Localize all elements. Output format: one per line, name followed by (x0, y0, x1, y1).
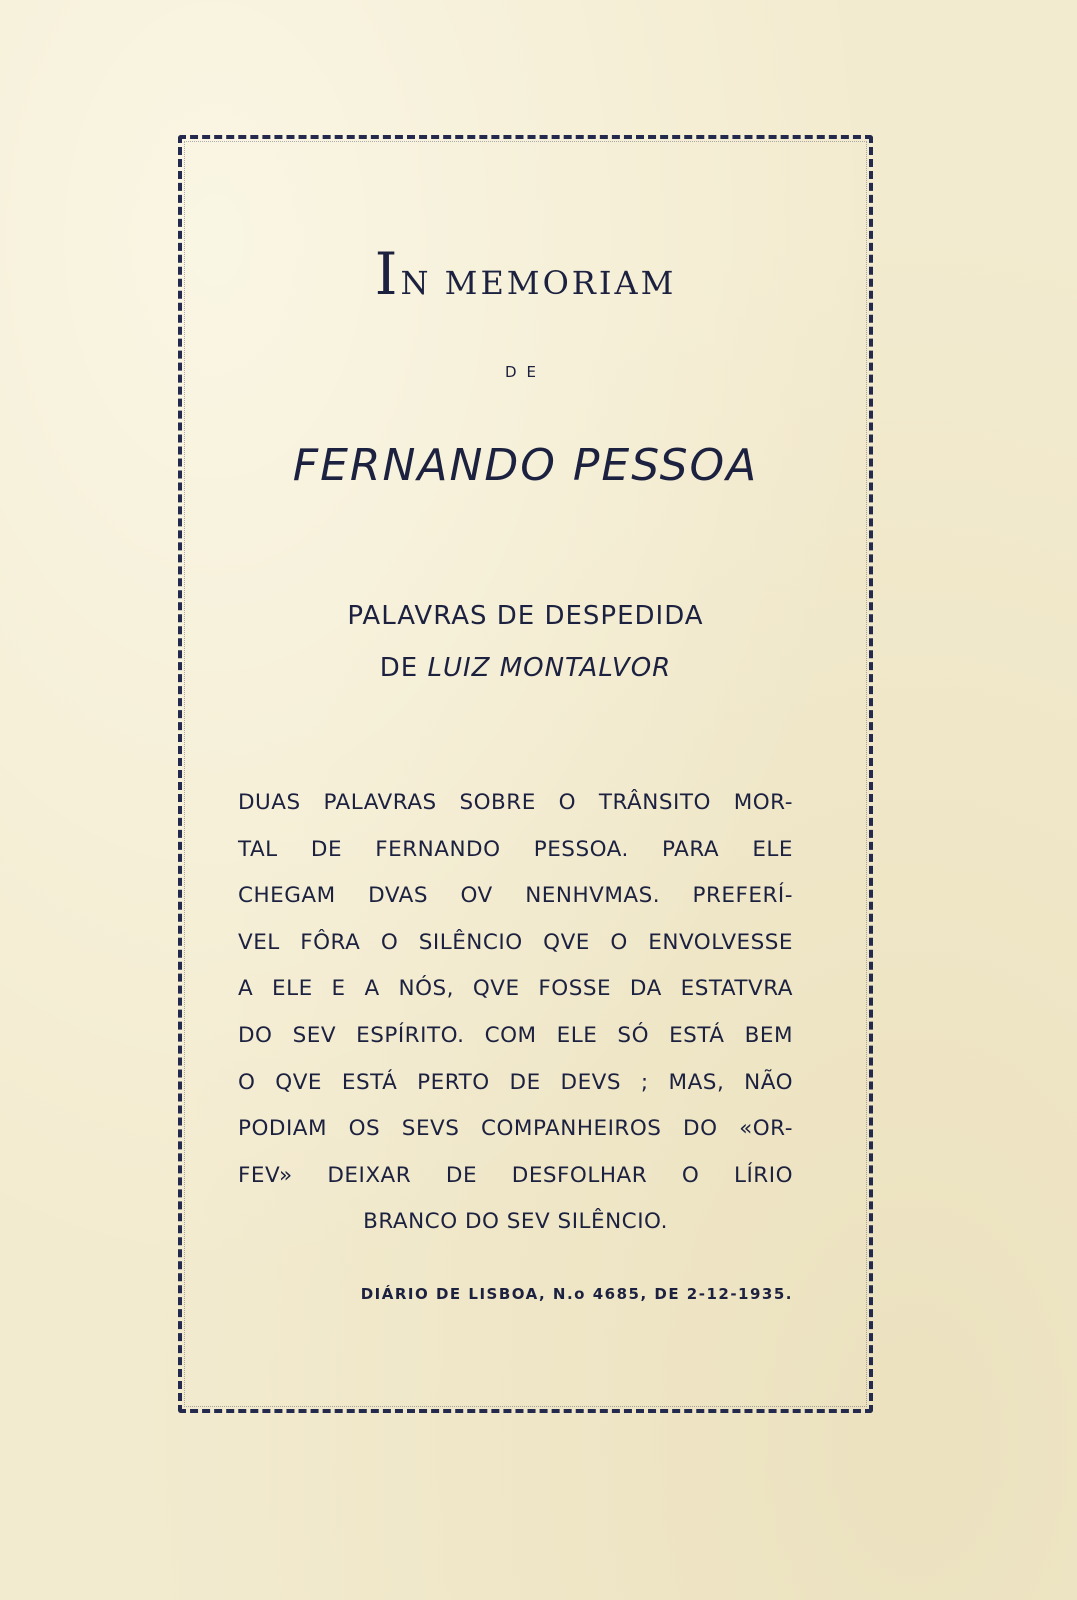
body-line: VEL FÔRA O SILÊNCIO QVE O ENVOLVESSE (238, 929, 793, 955)
body-line: PODIAM OS SEVS COMPANHEIROS DO «OR- (238, 1116, 793, 1142)
farewell-heading (178, 590, 873, 694)
body-line: BRANCO DO SEV SILÊNCIO. (363, 1209, 668, 1235)
title-rest: N MEMORIAM (400, 264, 677, 302)
farewell-prefix: DE (379, 653, 428, 683)
title-initial: I (374, 240, 401, 308)
memorial-card (178, 135, 873, 1413)
body-line: A ELE E A NÓS, QVE FOSSE DA ESTATVRA (238, 976, 793, 1002)
body-line: CHEGAM DVAS OV NENHVMAS. PREFERÍ- (238, 883, 793, 909)
page-title (178, 240, 873, 308)
body-line: DUAS PALAVRAS SOBRE O TRÂNSITO MOR- (238, 790, 793, 815)
body-line: TAL DE FERNANDO PESSOA. PARA ELE (238, 836, 793, 862)
subject-name: FERNANDO PESSOA (292, 440, 759, 491)
body-line: FEV» DEIXAR DE DESFOLHAR O LÍRIO (238, 1162, 793, 1188)
farewell-line-2 (178, 642, 873, 694)
de-label: DE (504, 363, 547, 381)
source-citation: DIÁRIO DE LISBOA, N.o 4685, DE 2-12-1935. (360, 1285, 793, 1303)
body-line: O QVE ESTÁ PERTO DE DEVS ; MAS, NÃO (238, 1069, 793, 1095)
farewell-line-1: PALAVRAS DE DESPEDIDA (347, 601, 704, 631)
body-line: DO SEV ESPÍRITO. COM ELE SÓ ESTÁ BEM (238, 1022, 793, 1048)
body-paragraph (238, 780, 793, 1246)
farewell-author: LUIZ MONTALVOR (427, 653, 672, 683)
